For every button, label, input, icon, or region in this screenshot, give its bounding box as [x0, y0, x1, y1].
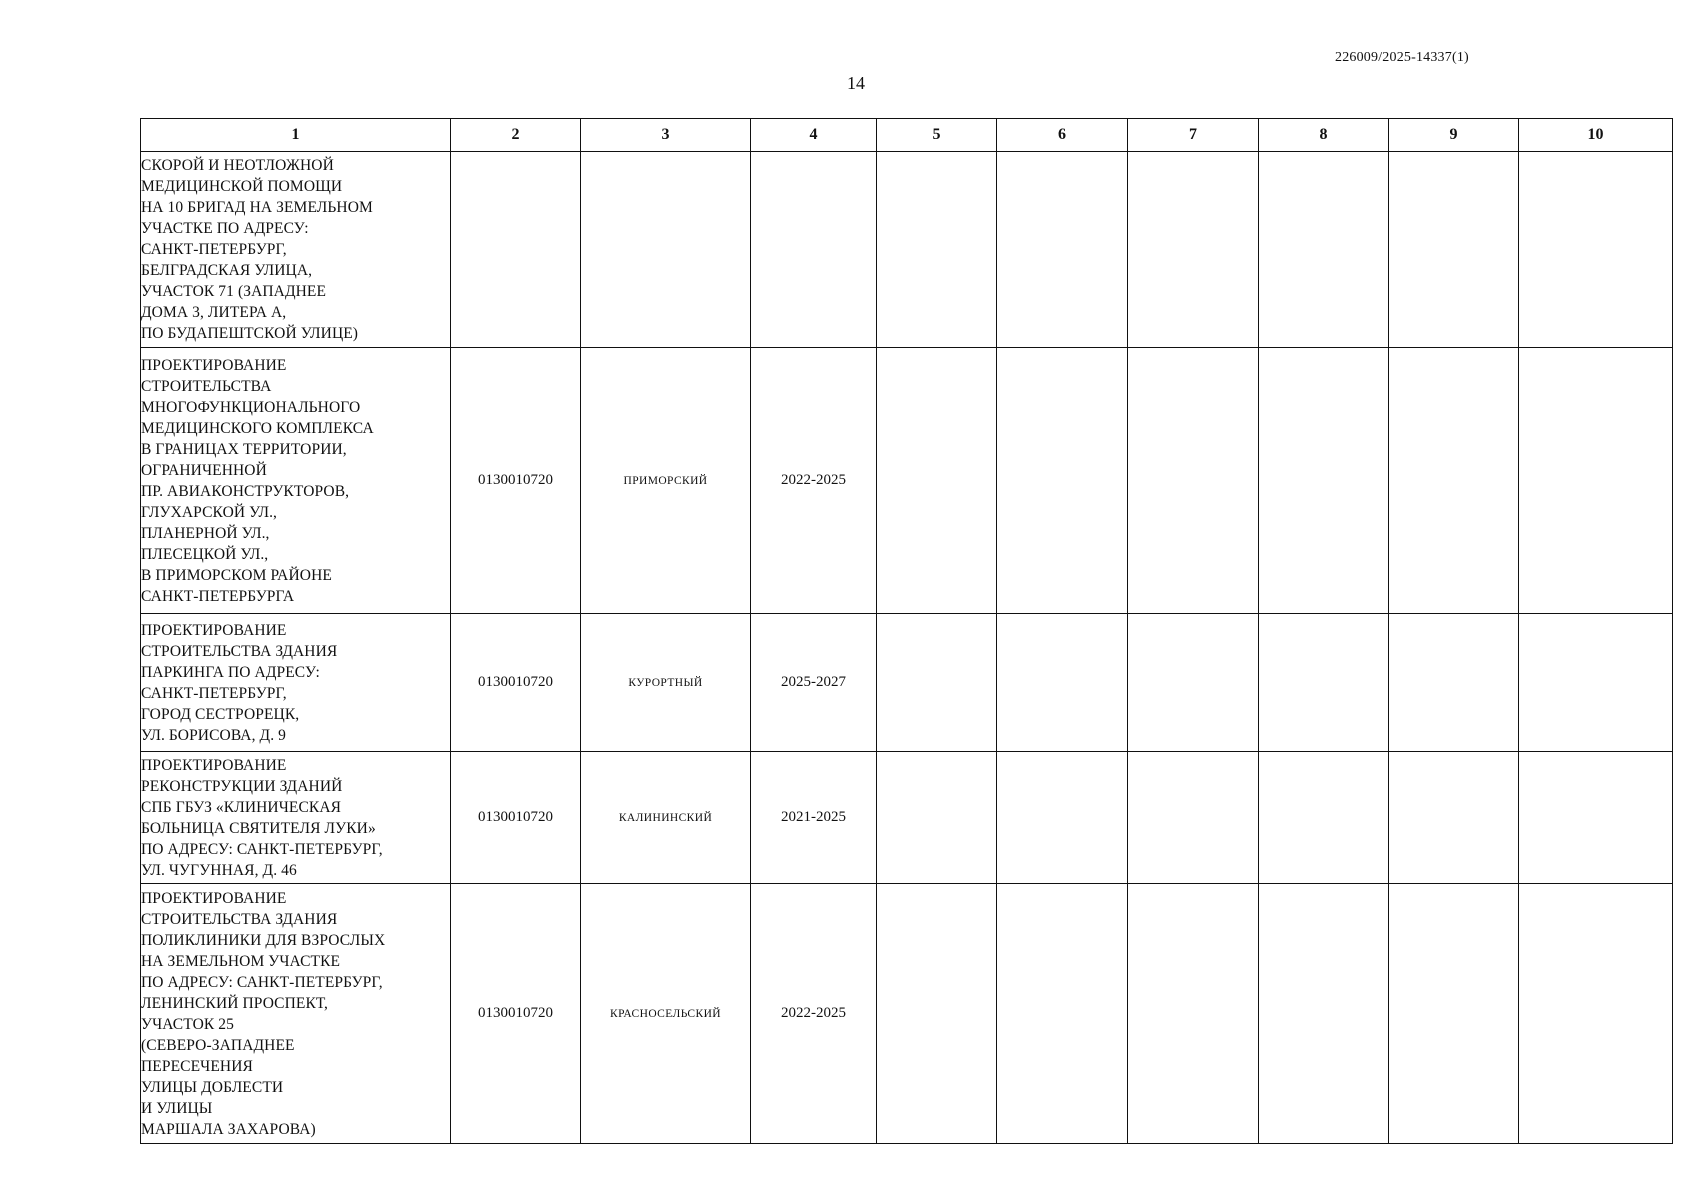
- object-name-cell: ПРОЕКТИРОВАНИЕ СТРОИТЕЛЬСТВА ЗДАНИЯ ПОЛИКЛИНИКИ ДЛЯ ВЗРОСЛЫХ НА ЗЕМЕЛЬНОМ УЧАСТКЕ ПО АДРЕСУ: САНКТ-ПЕТЕРБУРГ, ЛЕНИНСКИЙ ПРОСПЕКТ, УЧАСТОК 25 (СЕВЕРО-ЗАПАДНЕЕ ПЕРЕСЕЧЕНИЯ УЛИЦЫ ДОБЛЕСТИ И УЛИЦЫ МАРШАЛА ЗАХАРОВА): [141, 884, 451, 1144]
- period-cell: 2022-2025: [751, 348, 877, 614]
- object-name-cell: ПРОЕКТИРОВАНИЕ СТРОИТЕЛЬСТВА МНОГОФУНКЦИОНАЛЬНОГО МЕДИЦИНСКОГО КОМПЛЕКСА В ГРАНИЦАХ ТЕРРИТОРИИ, ОГРАНИЧЕННОЙ ПР. АВИАКОНСТРУКТОРОВ, ГЛУХАРСКОЙ УЛ., ПЛАНЕРНОЙ УЛ., ПЛЕСЕЦКОЙ УЛ., В ПРИМОРСКОМ РАЙОНЕ САНКТ-ПЕТЕРБУРГА: [141, 348, 451, 614]
- empty-cell: [1389, 884, 1519, 1144]
- period-cell: 2022-2025: [751, 884, 877, 1144]
- empty-cell: [997, 348, 1128, 614]
- column-header-3: 3: [581, 119, 751, 152]
- table-row: [141, 884, 1673, 1144]
- table-row: [141, 348, 1673, 614]
- header-row: [141, 119, 1673, 152]
- column-header-5: 5: [877, 119, 997, 152]
- column-header-1: 1: [141, 119, 451, 152]
- data-table: [140, 118, 1673, 1144]
- district-cell: КУРОРТНЫЙ: [581, 614, 751, 752]
- empty-cell: [1519, 152, 1673, 348]
- page-number: 14: [847, 73, 865, 93]
- district-cell: ПРИМОРСКИЙ: [581, 348, 751, 614]
- empty-cell: [1259, 614, 1389, 752]
- empty-cell: [877, 348, 997, 614]
- code-cell: 0130010720: [451, 614, 581, 752]
- empty-cell: [1519, 348, 1673, 614]
- empty-cell: [997, 884, 1128, 1144]
- empty-cell: [877, 614, 997, 752]
- column-header-6: 6: [997, 119, 1128, 152]
- column-header-8: 8: [1259, 119, 1389, 152]
- column-header-9: 9: [1389, 119, 1519, 152]
- empty-cell: [1519, 614, 1673, 752]
- code-cell: [451, 152, 581, 348]
- object-name-cell: СКОРОЙ И НЕОТЛОЖНОЙ МЕДИЦИНСКОЙ ПОМОЩИ НА 10 БРИГАД НА ЗЕМЕЛЬНОМ УЧАСТКЕ ПО АДРЕСУ: САНКТ-ПЕТЕРБУРГ, БЕЛГРАДСКАЯ УЛИЦА, УЧАСТОК 71 (ЗАПАДНЕЕ ДОМА 3, ЛИТЕРА А, ПО БУДАПЕШТСКОЙ УЛИЦЕ): [141, 152, 451, 348]
- period-cell: 2021-2025: [751, 752, 877, 884]
- empty-cell: [1519, 884, 1673, 1144]
- empty-cell: [877, 152, 997, 348]
- empty-cell: [1259, 348, 1389, 614]
- column-header-4: 4: [751, 119, 877, 152]
- empty-cell: [1389, 152, 1519, 348]
- table-row: [141, 752, 1673, 884]
- district-cell: КАЛИНИНСКИЙ: [581, 752, 751, 884]
- empty-cell: [1519, 752, 1673, 884]
- document-number: 226009/2025-14337(1): [1335, 50, 1469, 65]
- column-header-7: 7: [1128, 119, 1259, 152]
- empty-cell: [1259, 884, 1389, 1144]
- district-cell: КРАСНОСЕЛЬСКИЙ: [581, 884, 751, 1144]
- empty-cell: [877, 884, 997, 1144]
- code-cell: 0130010720: [451, 348, 581, 614]
- empty-cell: [997, 614, 1128, 752]
- object-name-cell: ПРОЕКТИРОВАНИЕ СТРОИТЕЛЬСТВА ЗДАНИЯ ПАРКИНГА ПО АДРЕСУ: САНКТ-ПЕТЕРБУРГ, ГОРОД СЕСТРОРЕЦК, УЛ. БОРИСОВА, Д. 9: [141, 614, 451, 752]
- empty-cell: [997, 752, 1128, 884]
- table-row: [141, 614, 1673, 752]
- empty-cell: [1389, 348, 1519, 614]
- empty-cell: [1389, 752, 1519, 884]
- empty-cell: [1128, 752, 1259, 884]
- code-cell: 0130010720: [451, 884, 581, 1144]
- column-header-2: 2: [451, 119, 581, 152]
- code-cell: 0130010720: [451, 752, 581, 884]
- empty-cell: [1128, 152, 1259, 348]
- table-row: [141, 152, 1673, 348]
- empty-cell: [997, 152, 1128, 348]
- object-name-cell: ПРОЕКТИРОВАНИЕ РЕКОНСТРУКЦИИ ЗДАНИЙ СПБ ГБУЗ «КЛИНИЧЕСКАЯ БОЛЬНИЦА СВЯТИТЕЛЯ ЛУКИ» ПО АДРЕСУ: САНКТ-ПЕТЕРБУРГ, УЛ. ЧУГУННАЯ, Д. 46: [141, 752, 451, 884]
- period-cell: [751, 152, 877, 348]
- empty-cell: [877, 752, 997, 884]
- period-cell: 2025-2027: [751, 614, 877, 752]
- empty-cell: [1259, 152, 1389, 348]
- empty-cell: [1259, 752, 1389, 884]
- district-cell: [581, 152, 751, 348]
- empty-cell: [1128, 614, 1259, 752]
- empty-cell: [1128, 348, 1259, 614]
- column-header-10: 10: [1519, 119, 1673, 152]
- empty-cell: [1128, 884, 1259, 1144]
- empty-cell: [1389, 614, 1519, 752]
